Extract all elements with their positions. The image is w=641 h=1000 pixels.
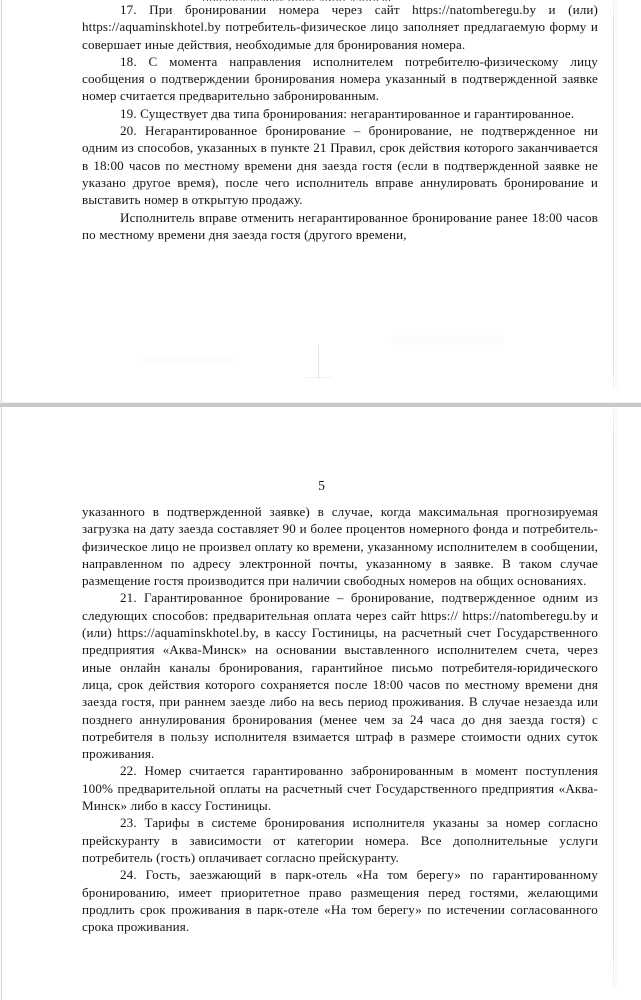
paragraph-20: 20. Негарантированное бронирование – бронирование, не подтвержденное ни одним из способов, указанных в пункте 21 Правил, срок действия которого заканчивается в 18:00 часов по местному времени дня заезда гостя (если в подтвержденной заявке не указано другое время), после чего исполнитель вправе аннулировать бронирование и выставить номер в открытую продажу. [82, 123, 598, 208]
paragraph-18: 18. С момента направления исполнителем потребителю-физическому лицу сообщения о подтверждении бронирования номера указанный в подтвержденной заявке номер считается предварительно забронированным. [82, 53, 598, 104]
scan-smudge-artifact-right [392, 336, 502, 344]
paragraph-22: 22. Номер считается гарантированно забронированным в момент поступления 100% предварительной оплаты на расчетный счет Государственного предприятия «Аква-Минск» либо в кассу Гостиницы. [82, 763, 598, 814]
paragraph-20-continuation: Исполнитель вправе отменить негарантированное бронирование ранее 18:00 часов по местному времени дня заезда гостя (другого времени, [82, 209, 598, 242]
page-1-right-edge [613, 0, 614, 391]
scanned-page-1 [2, 0, 641, 403]
paragraph-24: 24. Гость, заезжающий в парк-отель «На том берегу» по гарантированному бронированию, имеет приоритетное право размещения перед гостями, желающими продлить срок проживания в парк-отеле «На том берегу» по истечении согласованного срока проживания. [82, 867, 598, 935]
page-number: 5 [318, 478, 325, 493]
paragraph-19: 19. Существует два типа бронирования: негарантированное и гарантированное. [120, 105, 575, 121]
page-2-text-block [82, 503, 598, 935]
page-1-text-block [82, 0, 598, 243]
scan-smudge-artifact-left [142, 355, 232, 365]
staple-shadow-base-artifact [305, 377, 333, 378]
page-2-right-edge [613, 407, 614, 988]
staple-shadow-artifact [318, 345, 319, 379]
paragraph-21: 21. Гарантированное бронирование – бронирование, подтвержденное одним из следующих способов: предварительная оплата через сайт https:// https://natomberegu.by и (или) https://aquaminskhotel.by, в кассу Гостиницы, на расчетный счет Государственного предприятия «Аква-Минск» на основании выставленного исполнителем счета, через иные онлайн каналы бронирования, гарантийное письмо потребителя-юридического лица, срок действия которого сохраняется после 18:00 часов по местному времени дня заезда гостя, при раннем заезде либо на весь период проживания. В случае незаезда или позднего аннулирования бронирования (менее чем за 24 часа до дня заезда гостя) с потребителя в пользу исполнителя взимается штраф в размере стоимости одних суток проживания. [82, 590, 598, 762]
scanned-page-2 [2, 407, 641, 1000]
paragraph-17: 17. При бронировании номера через сайт https://natomberegu.by и (или) https://aquaminskhotel.by потребитель-физическое лицо заполняет предлагаемую форму и совершает иные действия, необходимые для бронирования номера. [82, 2, 598, 52]
cropped-top-line [82, 0, 598, 1]
page-1-edge-shadow [615, 0, 619, 389]
paragraph-23: 23. Тарифы в системе бронирования исполнителя указаны за номер согласно прейскуранту в зависимости от категории номера. Все дополнительные услуги потребитель (гость) оплачивает согласно прейскуранту. [82, 815, 598, 865]
paragraph-20-continuation-page-2: указанного в подтвержденной заявке) в случае, когда максимальная прогнозируемая загрузка на дату заезда составляет 90 и более процентов номерного фонда и потребитель-физическое лицо не произвел оплату ко времени, указанному исполнителем в сообщении, направленном по адресу электронной почты, указанному в заявке. В таком случае размещение гостя производится при наличии свободных номеров на общих основаниях. [82, 504, 598, 589]
